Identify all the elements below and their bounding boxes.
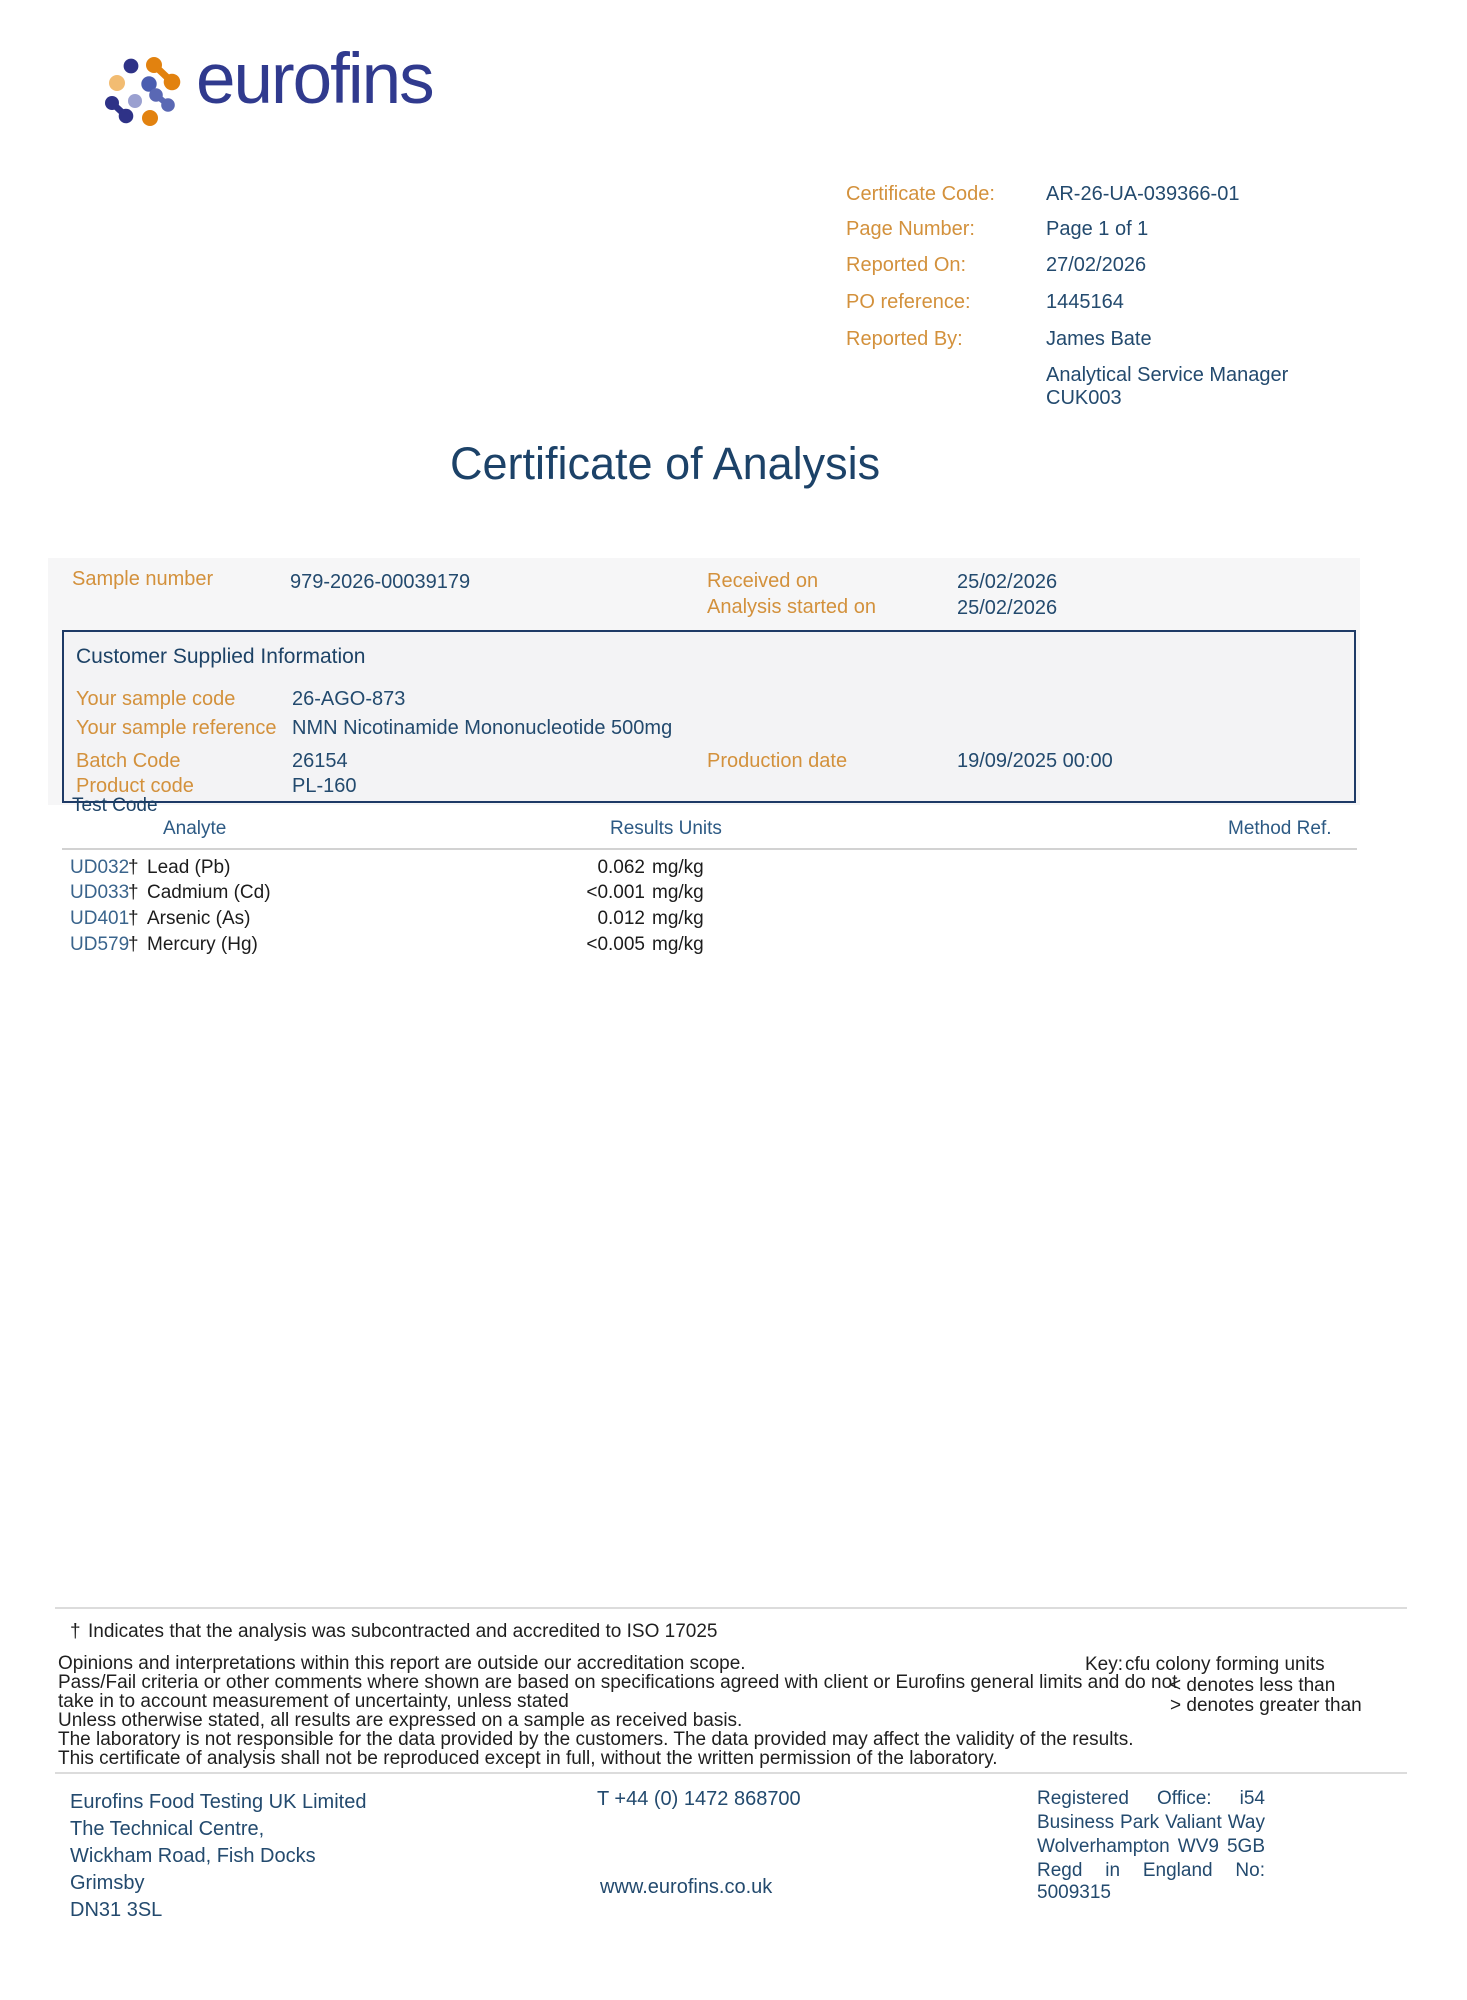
dagger-icon: † (128, 882, 139, 903)
disclaimer-line: This certificate of analysis shall not be reproduced except in full, without the written permission of the laboratory. (58, 1748, 998, 1769)
result-value: 0.062 (597, 857, 645, 878)
disclaimer-line: The laboratory is not responsible for the data provided by the customers. The data provided may affect the validity of the results. (58, 1729, 1134, 1750)
analysis-started-value: 25/02/2026 (957, 597, 1058, 619)
key-line-less-than: < denotes less than (1170, 1675, 1336, 1696)
result-unit: mg/kg (652, 882, 704, 903)
col-header-analyte: Analyte (163, 818, 227, 839)
certificate-code-label: Certificate Code: (846, 183, 995, 205)
analyte-name: Cadmium (Cd) (147, 882, 271, 903)
sample-number-label: Sample number (72, 568, 214, 590)
production-date-value: 19/09/2025 00:00 (957, 750, 1113, 772)
disclaimer-line: Pass/Fail criteria or other comments where shown are based on specifications agreed with client or Eurofins general limits and do not (58, 1672, 1178, 1693)
result-unit: mg/kg (652, 934, 704, 955)
reporter-role: Analytical Service Manager (1046, 364, 1289, 386)
test-code: UD401 (70, 908, 130, 929)
website-url: www.eurofins.co.uk (600, 1876, 773, 1898)
registered-office-line: Wolverhampton WV9 5GB (1037, 1836, 1265, 1857)
sample-number-value: 979-2026-00039179 (290, 571, 471, 593)
col-header-test-code: Test Code (72, 795, 158, 816)
company-address (70, 1789, 366, 1924)
footer-divider (55, 1772, 1407, 1774)
result-value: 0.012 (597, 908, 645, 929)
disclaimer-line: take in to account measurement of uncertainty, unless stated (58, 1691, 569, 1712)
disclaimer-notes (58, 1654, 1177, 1768)
reported-on-label: Reported On: (846, 254, 967, 276)
key-line-cfu: cfu colony forming units (1125, 1654, 1325, 1675)
po-reference-label: PO reference: (846, 291, 971, 313)
product-code-label: Product code (76, 775, 194, 797)
col-header-results-units: Results Units (610, 818, 722, 839)
address-line: The Technical Centre, (70, 1818, 265, 1840)
analyte-name: Lead (Pb) (147, 857, 231, 878)
result-value: <0.005 (586, 934, 645, 955)
dagger-icon: † (70, 1621, 81, 1642)
eurofins-logo-icon (100, 55, 194, 139)
analyte-name: Mercury (Hg) (147, 934, 258, 955)
received-on-label: Received on (707, 570, 819, 592)
disclaimer-line: Opinions and interpretations within this report are outside our accreditation scope. (58, 1653, 746, 1674)
address-line: Eurofins Food Testing UK Limited (70, 1791, 367, 1813)
result-unit: mg/kg (652, 908, 704, 929)
key-line-greater-than: > denotes greater than (1170, 1695, 1362, 1716)
page-number-label: Page Number: (846, 218, 975, 240)
your-sample-code-label: Your sample code (76, 688, 236, 710)
test-code: UD032 (70, 857, 130, 878)
disclaimer-line: Unless otherwise stated, all results are expressed on a sample as received basis. (58, 1710, 743, 1731)
registered-office (1037, 1788, 1265, 1906)
page-number-value: Page 1 of 1 (1046, 218, 1149, 240)
dagger-icon: † (128, 934, 139, 955)
your-sample-reference-label: Your sample reference (76, 717, 277, 739)
table-header-divider (62, 848, 1357, 850)
po-reference-value: 1445164 (1046, 291, 1124, 313)
result-value: <0.001 (586, 882, 645, 903)
address-line: Wickham Road, Fish Docks (70, 1845, 316, 1867)
registered-office-line: Business Park Valiant Way (1037, 1812, 1265, 1833)
your-sample-reference-value: NMN Nicotinamide Mononucleotide 500mg (292, 717, 673, 739)
dagger-icon: † (128, 857, 139, 878)
received-on-value: 25/02/2026 (957, 571, 1058, 593)
address-line: DN31 3SL (70, 1899, 163, 1921)
registered-office-line: Registered Office: i54 (1037, 1788, 1265, 1809)
page-title: Certificate of Analysis (450, 438, 881, 489)
test-code: UD033 (70, 882, 130, 903)
dagger-footnote: Indicates that the analysis was subcontracted and accredited to ISO 17025 (88, 1621, 718, 1642)
registered-office-line: Regd in England No: 5009315 (1037, 1860, 1265, 1903)
footnotes-divider (55, 1607, 1407, 1609)
customer-info-heading: Customer Supplied Information (76, 645, 366, 668)
reported-by-label: Reported By: (846, 328, 963, 350)
address-line: Grimsby (70, 1872, 145, 1894)
eurofins-logo-text: eurofins (196, 40, 433, 119)
result-unit: mg/kg (652, 857, 704, 878)
reported-by-value: James Bate (1046, 328, 1152, 350)
analyte-name: Arsenic (As) (147, 908, 251, 929)
batch-code-label: Batch Code (76, 750, 181, 772)
reported-on-value: 27/02/2026 (1046, 254, 1147, 276)
test-code: UD579 (70, 934, 130, 955)
batch-code-value: 26154 (292, 750, 348, 772)
phone-number: T +44 (0) 1472 868700 (597, 1788, 801, 1810)
analysis-started-label: Analysis started on (707, 596, 876, 618)
production-date-label: Production date (707, 750, 848, 772)
col-header-method-ref: Method Ref. (1228, 818, 1332, 839)
your-sample-code-value: 26-AGO-873 (292, 688, 406, 710)
product-code-value: PL-160 (292, 775, 357, 797)
key-label: Key: (1085, 1654, 1124, 1675)
certificate-code-value: AR-26-UA-039366-01 (1046, 183, 1240, 205)
dagger-icon: † (128, 908, 139, 929)
reporter-site-code: CUK003 (1046, 387, 1122, 409)
